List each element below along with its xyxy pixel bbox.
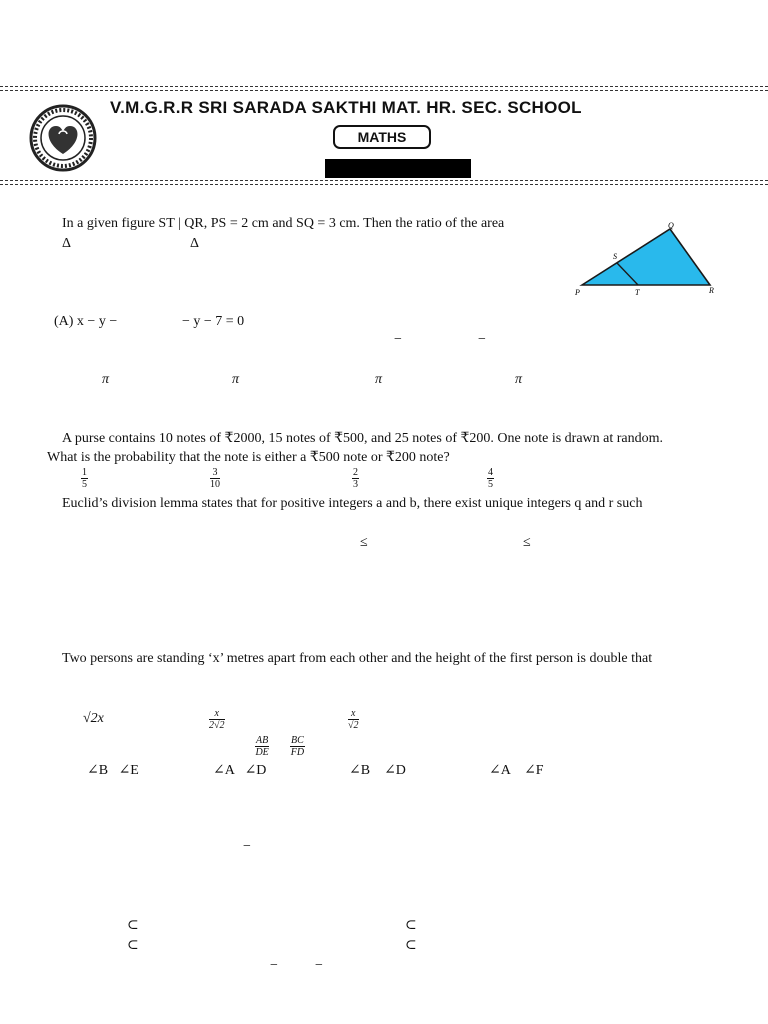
q9-dash-b: − [315,958,323,973]
q3-pi-b: π [232,372,240,387]
q4-option-c-den: 3 [353,479,358,490]
q6-option-b [209,708,225,731]
triangle-figure [570,218,720,302]
q9-subset-b: ⊂ [405,918,417,933]
q6-option-b-num: x [209,708,225,720]
q4-option-b-den: 10 [210,479,220,490]
q1-delta-b: Δ [190,236,200,251]
label-r: R [709,286,714,295]
q4-option-b-num: 3 [210,467,220,479]
q9-dash-a: − [270,958,278,973]
q7-frac-ab-de [255,735,269,758]
q1-delta-a: Δ [62,236,72,251]
q3-pi-d: π [515,372,523,387]
header-bottom-dashed-line [0,180,768,181]
q6-option-a: √2x [83,711,104,726]
q7-frac-bc-fd-den: FD [290,747,305,758]
q1-text: In a given figure ST | QR, PS = 2 cm and SQ = 3 cm. Then the ratio of the area [62,216,505,231]
q9-subset-d: ⊂ [405,938,417,953]
q6-option-b-den: 2√2 [209,720,225,731]
q5-leq-b: ≤ [523,535,531,550]
q6-option-c [348,708,359,731]
q4-text-line2: What is the probability that the note is either a ₹500 note or ₹200 note? [47,450,450,465]
q6-option-c-num: x [348,708,359,720]
q7-frac-ab-de-num: AB [256,735,269,746]
q4-option-d-num: 4 [488,467,493,478]
q2-dash-b: − [478,332,486,347]
school-logo [26,104,100,172]
q3-pi-a: π [102,372,110,387]
q5-text: Euclid’s division lemma states that for positive integers a and b, there exist unique integers q and r such [62,496,643,511]
q7-option-b: ∠A ∠D [213,763,267,778]
q7-frac-ab-de-den: DE [255,747,269,758]
q2-dash-a: − [394,332,402,347]
q7-option-a: ∠B ∠E [87,763,139,778]
q3-pi-c: π [375,372,383,387]
q7-option-c: ∠B ∠D [349,763,406,778]
q4-option-c [352,467,359,490]
label-s: S [613,252,617,261]
label-t: T [635,288,640,297]
q4-option-d-den: 5 [488,479,493,490]
school-name: V.M.G.R.R SRI SARADA SAKTHI MAT. HR. SEC. SCHOOL [110,98,582,117]
q5-leq-a: ≤ [360,535,368,550]
q8-dash: − [243,839,251,854]
q4-option-a-den: 5 [82,479,87,490]
subject-label: MATHS [333,125,431,149]
q7-frac-bc-fd-num: BC [291,735,304,746]
q2-option-a: (A) x − y − [54,314,118,329]
triangle-pqr [582,229,710,285]
header-bottom-dashed-line-2 [0,184,768,185]
q4-option-a [81,467,88,490]
q7-frac-bc-fd [290,735,305,758]
q9-subset-a: ⊂ [127,918,139,933]
label-p: P [575,288,580,297]
header-top-dashed-line [0,86,768,87]
q7-option-d: ∠A ∠F [489,763,544,778]
header-top-dashed-line-2 [0,90,768,91]
q2-option-b: − y − 7 = 0 [182,314,245,329]
redacted-bar [325,159,471,178]
q4-option-c-num: 2 [353,467,358,478]
q4-option-a-num: 1 [82,467,87,478]
q6-text: Two persons are standing ‘x’ metres apart from each other and the height of the first person is double that [62,651,653,666]
label-q: Q [668,221,674,230]
q4-option-d [487,467,494,490]
q6-option-c-den: √2 [348,720,359,731]
q4-text-line1: A purse contains 10 notes of ₹2000, 15 notes of ₹500, and 25 notes of ₹200. One note is drawn at random. [62,431,664,446]
q4-option-b [210,467,220,490]
q9-subset-c: ⊂ [127,938,139,953]
